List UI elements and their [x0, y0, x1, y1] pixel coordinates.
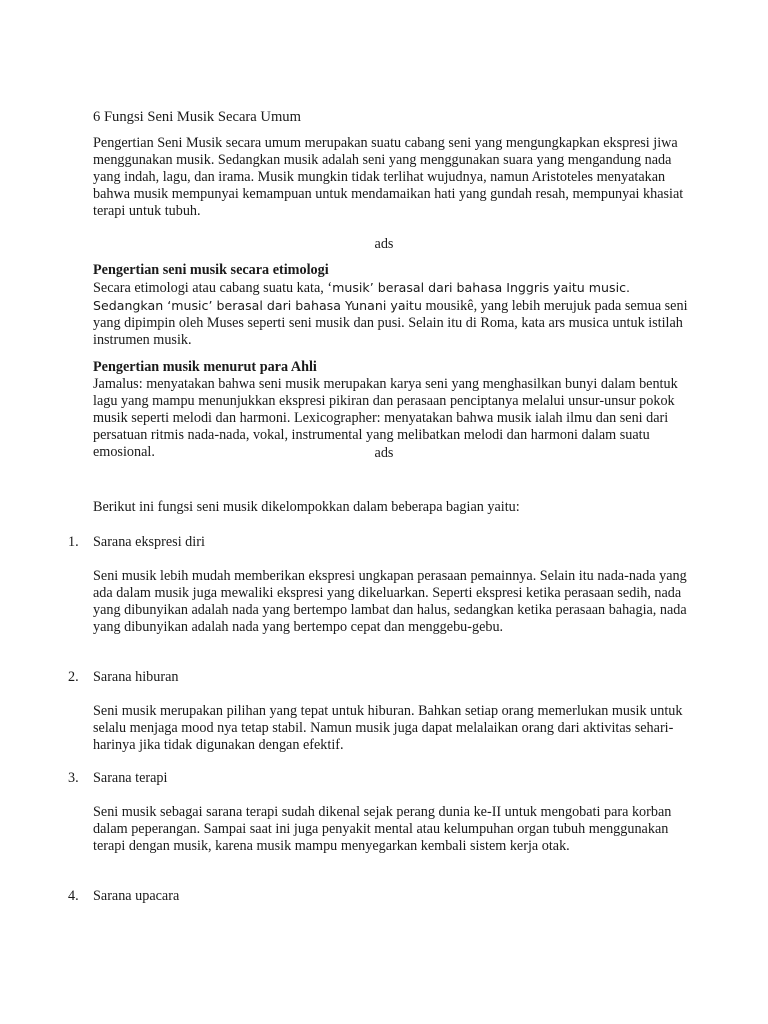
etimologi-text [93, 279, 693, 349]
list-item-title-3: Sarana terapi [93, 770, 168, 786]
list-item-title-4: Sarana upacara [93, 888, 180, 904]
etimologi-section [93, 262, 693, 349]
list-item-title-1: Sarana ekspresi diri [93, 534, 205, 550]
etimologi-text-part-c: mousikê, yang lebih merujuk pada semua seni yang dipimpin oleh Muses seperti seni musik dan pusi. Selain itu di Roma, kata ars musica untuk istilah instrumen musik. [93, 298, 688, 348]
list-item-text-1: Seni musik lebih mudah memberikan ekspresi ungkapan perasaan pemainnya. Selain itu nada-nada yang ada dalam musik juga mewaliki ekspresi yang dikeluarkan. Seperti ekspresi ketika perasaan sedih, nada yang dibunyikan adalah nada yang bertempo lambat dan halus, sedangkan ketika perasaan bahagia, nada yang dibunyikan adalah nada yang bertempo cepat dan menggebu-gebu. [93, 568, 687, 635]
lead-paragraph: Berikut ini fungsi seni musik dikelompokkan dalam beberapa bagian yaitu: [93, 499, 520, 515]
etimologi-text-part-b: musik’ berasal dari bahasa Inggris yaitu music. Sedangkan ‘music’ berasal dari bahasa Yunani yaitu [93, 280, 630, 313]
list-item-text-2: Seni musik merupakan pilihan yang tepat untuk hiburan. Bahkan setiap orang memerlukan musik untuk selalu menjaga mood nya tetap stabil. Namun musik juga dapat melalaikan orang dari aktivitas sehari-harinya jika tidak digunakan dengan efektif. [93, 703, 683, 753]
list-item-number-4: 4. [68, 888, 79, 904]
intro-paragraph: Pengertian Seni Musik secara umum merupakan suatu cabang seni yang mengungkapkan ekspresi jiwa menggunakan musik. Sedangkan musik adalah seni yang menggunakan suara yang mengandung nada yang indah, lagu, dan irama. Musik mungkin tidak terlihat wujudnya, namun Aristoteles menyatakan bahwa musik mempunyai kemampuan untuk mendamaikan hati yang gundah resah, mempunyai khasiat terapi untuk tubuh. [93, 135, 684, 219]
document-title: 6 Fungsi Seni Musik Secara Umum [93, 109, 301, 125]
list-item-number-1: 1. [68, 534, 79, 550]
list-item-number-2: 2. [68, 669, 79, 685]
ahli-heading: Pengertian musik menurut para Ahli [93, 359, 317, 375]
etimologi-text-part-a: Secara etimologi atau cabang suatu kata, ‘ [93, 280, 333, 296]
ads-placeholder-2: ads [374, 445, 394, 461]
ahli-text: Jamalus: menyatakan bahwa seni musik merupakan karya seni yang menghasilkan bunyi dalam bentuk lagu yang mampu menunjukkan ekspresi pikiran dan perasaan penciptanya melalui unsur-unsur pokok musik seperti melodi dan harmoni. Lexicographer: menyatakan bahwa musik ialah ilmu dan seni dari persatuan ritmis nada-nada, vokal, instrumental yang melibatkan melodi dan harmoni dalam suatu emosional. [93, 376, 678, 460]
etimologi-heading: Pengertian seni musik secara etimologi [93, 262, 329, 278]
list-item-number-3: 3. [68, 770, 79, 786]
ads-placeholder-1: ads [374, 236, 394, 252]
list-item-text-3: Seni musik sebagai sarana terapi sudah dikenal sejak perang dunia ke-II untuk mengobati para korban dalam peperangan. Sampai saat ini juga penyakit mental atau kelumpuhan organ tubuh menggunakan terapi dengan musik, karena musik mampu menyegarkan kembali sistem kerja otak. [93, 804, 672, 854]
list-item-title-2: Sarana hiburan [93, 669, 179, 685]
